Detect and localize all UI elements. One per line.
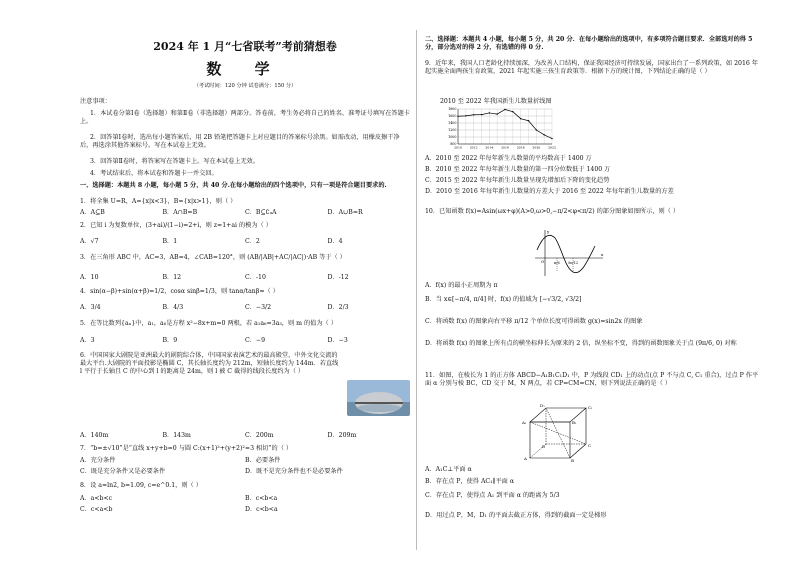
x-tick-label: 2014	[485, 145, 494, 150]
vertex-label: A	[524, 456, 527, 461]
option[interactable]: D．A∪B=R	[327, 209, 363, 216]
right-column	[425, 0, 760, 562]
cube-svg	[520, 402, 600, 462]
option[interactable]: A．140m	[80, 432, 109, 439]
data-point	[543, 134, 544, 135]
option[interactable]: B．c<b<a	[245, 495, 278, 502]
option[interactable]: A．√7	[80, 238, 99, 245]
vertex-label: C	[588, 443, 592, 448]
tick-label: π/6	[554, 261, 560, 265]
exam-info: （考试时间：120 分钟 试卷满分：150 分）	[193, 83, 297, 89]
note-item: 2．回答第Ⅰ卷时，选出每小题答案后，用 2B 铅笔把答题卡上对应题目的答案标号涂黑。如需改动，用橡皮擦干净后，再选涂其他答案标号。写在本试卷上无效。	[80, 134, 400, 149]
option[interactable]: B．A∩B=B	[162, 209, 198, 216]
question-options	[80, 337, 410, 345]
option[interactable]: D．2/3	[327, 304, 349, 311]
data-point	[481, 114, 482, 115]
option[interactable]: C．存在点 P，使得点 A₁ 到平面 α 的距离为 5/3	[425, 492, 560, 499]
vertex-label: A₁	[522, 420, 527, 425]
grand-theatre-photo	[347, 380, 410, 416]
x-tick-label: 2018	[516, 145, 525, 150]
option[interactable]: A．10	[80, 274, 99, 281]
question-stem: 4．sin(α−β)+sin(α+β)=1/2，cosα sinβ=1/3，则 tanα/tanβ=（ ）	[80, 288, 279, 295]
option[interactable]: B．必要条件	[245, 457, 281, 464]
option[interactable]: D．2010 至 2016 年每年新生儿数量的方差大于 2016 至 2022 年每年新生儿数量的方差	[425, 188, 674, 195]
option[interactable]: D．4	[327, 238, 343, 245]
option[interactable]: C．B⊆∁ᵤA	[245, 209, 277, 216]
question-options	[80, 495, 410, 514]
option[interactable]: A．充分条件	[80, 457, 116, 464]
data-point	[528, 120, 529, 121]
option[interactable]: C．既是充分条件又是必要条件	[80, 467, 166, 475]
data-point	[496, 113, 497, 114]
option[interactable]: B．143m	[162, 432, 191, 439]
x-tick-label: 2010	[454, 145, 462, 150]
option[interactable]: D．用过点 P，M，D₁ 的平面去截正方体，得到的截面一定是梯形	[425, 512, 607, 519]
option[interactable]: C．将函数 f(x) 的图象向右平移 π/12 个单位长度可得函数 g(x)=sin2x 的图象	[425, 318, 643, 325]
question-stem: 1．将全集 U=R，A={x|x<3}，B={x|x>1}，则（ ）	[80, 198, 237, 205]
y-tick-label: 1000	[448, 135, 457, 140]
left-column	[80, 0, 410, 562]
option[interactable]: B．9	[162, 337, 178, 344]
question-stem: 5．在等比数列{aₙ}中，a₁，a₆是方程 x²−8x+m=0 两根，若 a₁a₆=3a₃，则 m 的值为（ ）	[80, 320, 337, 327]
data-point	[512, 111, 513, 112]
y-label: y	[547, 229, 550, 234]
x-tick-label: 2022	[548, 145, 556, 150]
x-tick-label: 2020	[532, 145, 541, 150]
data-point	[504, 109, 505, 110]
sine-graph	[533, 228, 605, 278]
section-heading: 一、选择题：本题共 8 小题，每小题 5 分，共 40 分.在每小题给出的四个选项中，只有一项是符合题目要求的.	[80, 182, 387, 189]
vertex-label: D	[542, 444, 546, 449]
question-options	[80, 238, 410, 246]
vertex-label: C₁	[588, 405, 593, 410]
diagonal	[546, 408, 570, 458]
note-item: 1．本试卷分第Ⅰ卷（选择题）和第Ⅱ卷（非选择题）两部分。答卷前，考生务必将自己的姓名、准考证号填写在答题卡上。	[80, 110, 410, 125]
y-tick-label: 1600	[448, 114, 457, 119]
option[interactable]: C．−3/2	[245, 304, 272, 311]
question-options	[80, 274, 410, 282]
data-point	[473, 114, 474, 115]
question-options	[80, 432, 410, 440]
section-heading: 二、选择题：本题共 4 小题，每小题 5 分，共 20 分．在每小题给出的选项中，有多项符合题目要求．全部选对的得 5 分，部分选对的得 2 分，有选错的得 0 分.	[425, 36, 753, 51]
births-chart-svg	[440, 106, 558, 152]
births-line-chart	[440, 106, 558, 152]
option[interactable]: D．-12	[327, 274, 349, 281]
grand-theatre-image	[347, 380, 410, 416]
y-tick-label: 1200	[448, 128, 457, 133]
tick-label: 5π/12	[568, 261, 579, 265]
data-point	[520, 118, 521, 119]
question-options	[80, 457, 410, 476]
option[interactable]: A．3	[80, 337, 95, 344]
note-item: 4．考试结束后，将本试卷和答题卡一并交回。	[90, 170, 218, 177]
question-stem: 11．如图，在棱长为 1 的正方体 ABCD−A₁B₁C₁D₁ 中，P 为线段 CD₁ 上的动点(点 P 不与点 C, C₁ 重合)，过点 P 作平面 α 分别与棱 BC，CD 交于 M，N 两点，若 CP=CM=CN，则下列说法正确的是（ ）	[425, 372, 759, 387]
y-tick-label: 800	[450, 142, 457, 147]
option[interactable]: B．存在点 P，使得 AC₁∥平面 α	[425, 478, 515, 485]
notes-heading: 注意事项：	[80, 98, 111, 105]
question-options	[80, 304, 410, 312]
cube-top-face	[530, 408, 586, 422]
option[interactable]: B．当 x∈[−π/4, π/4] 时，f(x) 的值域为 [−√3/2, √3/2]	[425, 296, 582, 303]
sine-curve	[537, 235, 595, 272]
option[interactable]: B．2010 至 2022 年每年新生儿数量的第一四分位数低于 1400 万	[425, 166, 611, 173]
data-point	[465, 115, 466, 116]
option[interactable]: A．a<b<c	[80, 495, 113, 502]
y-tick-label: 1800	[448, 107, 457, 112]
option[interactable]: D．将函数 f(x) 的图象上所有点的横坐标伸长为原来的 2 倍，纵坐标不变，得到的函数图象关于点 (9π/6, 0) 对称	[425, 340, 737, 347]
question-stem: 10．已知函数 f(x)=Asin(ωx+φ)(A>0,ω>0,−π/2<φ<π/2) 的部分图象如图所示，则（ ）	[425, 208, 680, 215]
cube-edge	[570, 444, 586, 458]
option[interactable]: C．−9	[245, 337, 266, 344]
vertex-label: B	[571, 458, 574, 462]
data-point	[457, 116, 458, 117]
vertex-label: B₁	[572, 420, 577, 425]
data-point	[551, 138, 552, 139]
x-label: x	[601, 252, 604, 257]
question-stem: 2．已知 i 为复数单位，(3+ai)/(1−i)=2+i，则 z=1+ai 的模为（ ）	[80, 222, 272, 229]
data-point	[536, 129, 537, 130]
sine-graph-svg	[533, 228, 605, 278]
data-point	[489, 112, 490, 113]
option[interactable]: D．209m	[327, 432, 357, 439]
option[interactable]: C．200m	[245, 432, 274, 439]
y-tick-label: 1400	[448, 121, 457, 126]
vertex-label: D₁	[540, 403, 545, 408]
question-stem: 8．设 a=ln2, b=1.09, c=e^0.1，则（ ）	[80, 482, 202, 489]
exam-title: 2024 年 1 月“七省联考”考前猜想卷	[153, 40, 337, 53]
question-stem: 9．近年来，我国人口老龄化持续加深，为改善人口结构，保证我国经济可持续发展，国家出台了一系列政策，如 2016 年起实施全面两孩生育政策，2021 年起实施三孩生育政策等．根据下方的统计图，下列结论正确的是（ ）	[425, 60, 758, 75]
question-stem: 3．在三角形 ABC 中，AC=3，AB=4，∠CAB=120°，则 (AB/|AB|+AC/|AC|)·AB 等于（ ）	[80, 254, 346, 261]
option[interactable]: D．c<b<a	[245, 505, 278, 513]
option[interactable]: C．2015 至 2022 年每年新生儿数量呈现先增加后下降的变化趋势	[425, 177, 610, 184]
option[interactable]: B．1	[162, 238, 178, 245]
option[interactable]: C．-10	[245, 274, 266, 281]
option[interactable]: A．A⊆B	[80, 209, 105, 216]
subject-title: 数 学	[206, 60, 284, 78]
option[interactable]: B．4/3	[162, 304, 184, 311]
cube-figure	[520, 402, 600, 462]
x-tick-label: 2012	[469, 145, 478, 150]
question-options	[80, 209, 410, 217]
question-stem: 6．中国国家大剧院是亚洲最大的剧院综合体，中国国家表演艺术的最高殿堂，中外文化交流的最大平台.大剧院的平面投影是椭圆 C，其长轴长度约为 212m，短轴长度约为 144m．若直线 l 平行于长轴且 C 的中心到 l 的距离是 24m，则 l 被 C 截得的线段长度约为（ ）	[80, 352, 339, 375]
option[interactable]: C．2	[245, 238, 260, 245]
option[interactable]: A．f(x) 的最小正周期为 π	[425, 282, 498, 289]
option[interactable]: B．12	[162, 274, 182, 281]
x-tick-label: 2016	[501, 145, 509, 150]
option[interactable]: D．既不是充分条件也不是必要条件	[245, 467, 343, 475]
origin-label: O	[541, 259, 545, 264]
option[interactable]: C．c<a<b	[80, 505, 113, 513]
column-divider	[416, 30, 417, 550]
question-stem: 7．“b=±√10”是“直线 x+y+b=0 与圆 C:(x+1)²+(y+2)²=3 相切”的（ ）	[80, 445, 293, 452]
option[interactable]: A．2010 至 2022 年每年新生儿数量的平均数高于 1400 万	[425, 155, 592, 162]
note-item: 3．回答第Ⅱ卷时，将答案写在答题卡上。写在本试卷上无效。	[90, 158, 260, 165]
chart-title: 2010 至 2022 年我国新生儿数量折线图	[440, 98, 552, 105]
option[interactable]: A．3/4	[80, 304, 101, 311]
option[interactable]: D．−3	[327, 337, 348, 344]
option[interactable]: A．A₁C⊥平面 α	[425, 466, 472, 473]
